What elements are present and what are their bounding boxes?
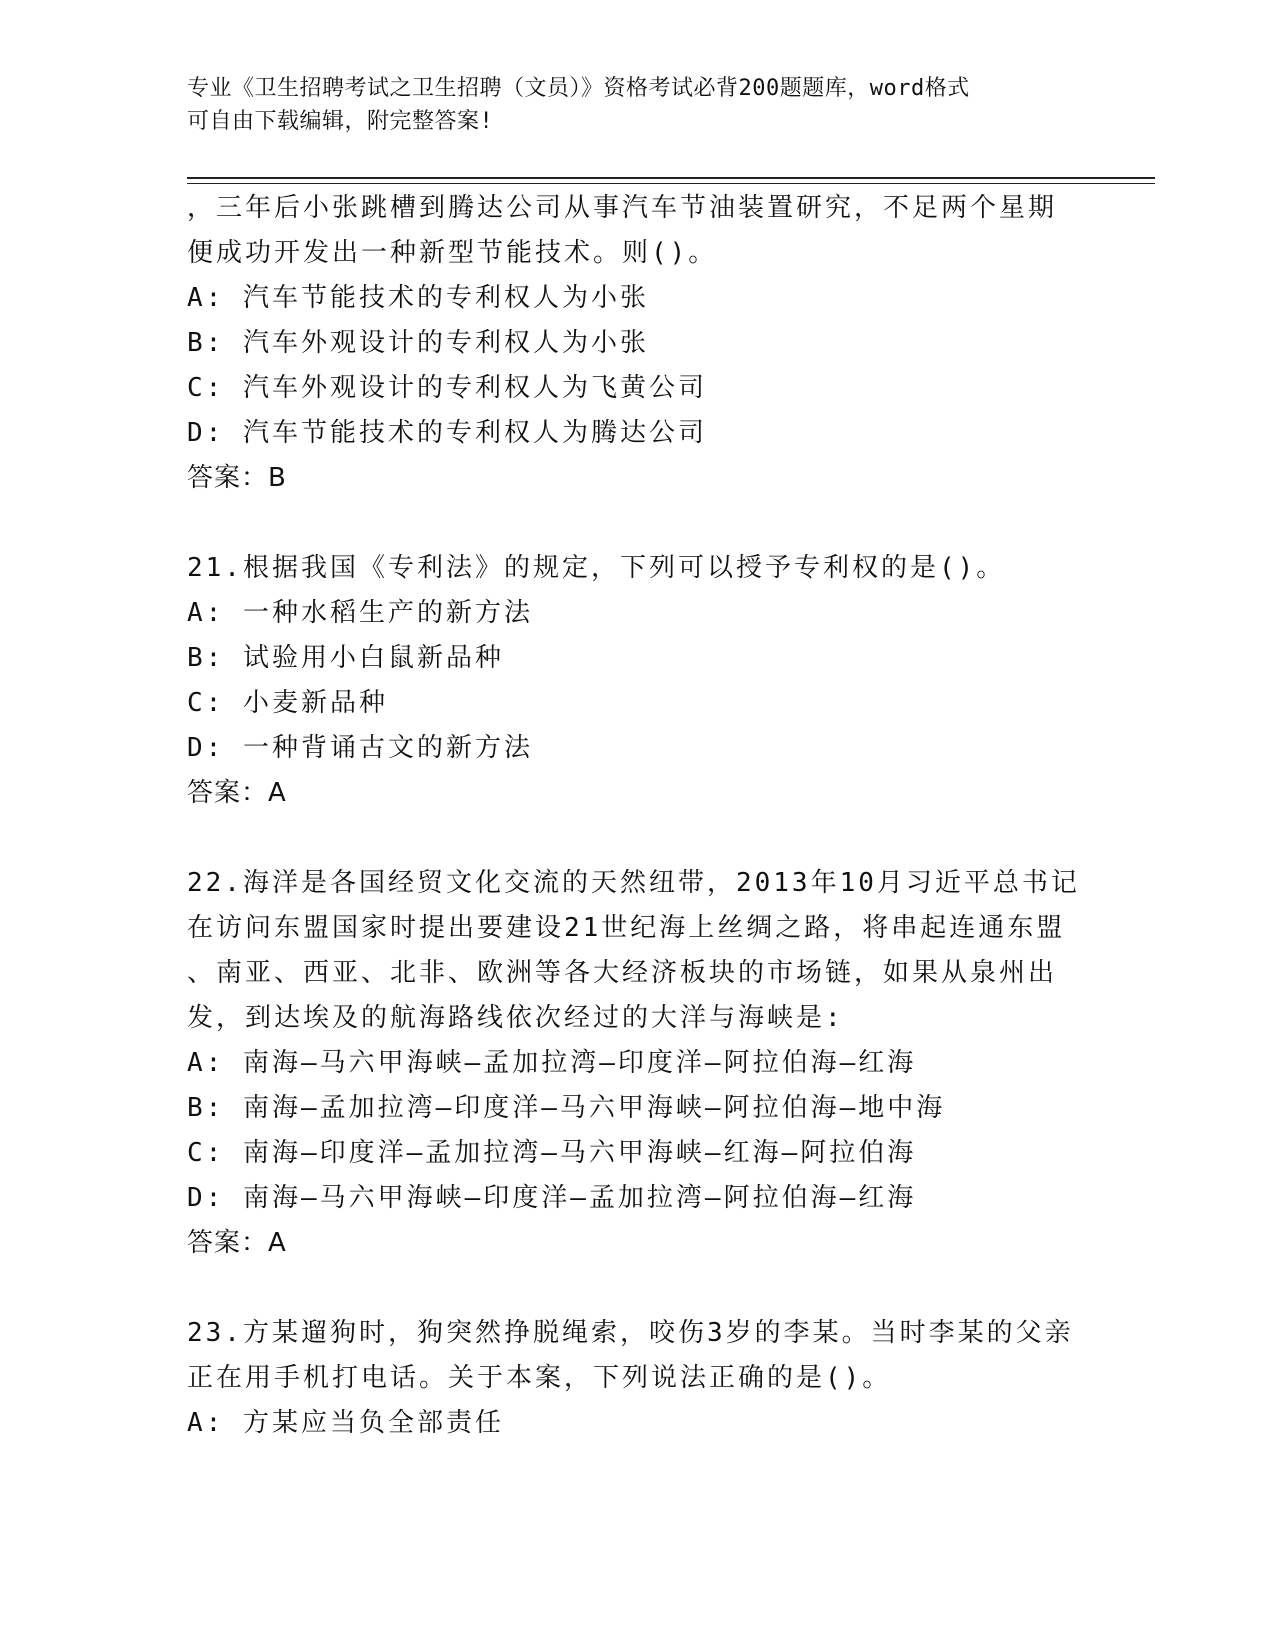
option-c: C: 汽车外观设计的专利权人为飞黄公司: [187, 373, 707, 403]
header-rule-thick: [187, 177, 1155, 179]
answer: 答案：A: [187, 1228, 287, 1258]
option-c: C: 小麦新品种: [187, 688, 388, 718]
question-stem: 23.方某遛狗时，狗突然挣脱绳索，咬伤3岁的李某。当时李某的父亲: [187, 1318, 1074, 1348]
question-22: [187, 861, 1087, 1266]
question-stem: 21.根据我国《专利法》的规定，下列可以授予专利权的是()。: [187, 553, 1006, 583]
page-header: [187, 72, 1067, 138]
question-stem: 22.海洋是各国经贸文化交流的天然纽带，2013年10月习近平总书记: [187, 868, 1080, 898]
question-stem: 在访问东盟国家时提出要建设21世纪海上丝绸之路，将串起连通东盟: [187, 913, 1066, 943]
option-a: A: 汽车节能技术的专利权人为小张: [187, 283, 649, 313]
question-stem: 便成功开发出一种新型节能技术。则()。: [187, 238, 718, 268]
option-d: D: 南海—马六甲海峡—印度洋—孟加拉湾—阿拉伯海—红海: [187, 1183, 917, 1213]
answer: 答案：A: [187, 778, 287, 808]
option-d: D: 汽车节能技术的专利权人为腾达公司: [187, 418, 707, 448]
spacer: [187, 1266, 1087, 1311]
answer: 答案：B: [187, 463, 287, 493]
question-stem: ，三年后小张跳槽到腾达公司从事汽车节油装置研究，不足两个星期: [187, 193, 1058, 223]
question-stem: 正在用手机打电话。关于本案，下列说法正确的是()。: [187, 1363, 892, 1393]
option-a: A: 南海—马六甲海峡—孟加拉湾—印度洋—阿拉伯海—红海: [187, 1048, 917, 1078]
spacer: [187, 501, 1087, 546]
option-b: B: 试验用小白鼠新品种: [187, 643, 504, 673]
option-d: D: 一种背诵古文的新方法: [187, 733, 533, 763]
option-b: B: 汽车外观设计的专利权人为小张: [187, 328, 649, 358]
question-stem: 、南亚、西亚、北非、欧洲等各大经济板块的市场链，如果从泉州出: [187, 958, 1058, 988]
option-c: C: 南海—印度洋—孟加拉湾—马六甲海峡—红海—阿拉伯海: [187, 1138, 917, 1168]
option-b: B: 南海—孟加拉湾—印度洋—马六甲海峡—阿拉伯海—地中海: [187, 1093, 946, 1123]
question-23: [187, 1311, 1087, 1446]
question-list: [187, 186, 1087, 1446]
header-rule-thin: [187, 183, 1155, 184]
header-line-1: 专业《卫生招聘考试之卫生招聘（文员）》资格考试必背200题题库，word格式: [187, 76, 970, 101]
header-line-2: 可自由下载编辑，附完整答案!: [187, 109, 494, 134]
option-a: A: 方某应当负全部责任: [187, 1408, 504, 1438]
question-21: [187, 546, 1087, 816]
option-a: A: 一种水稻生产的新方法: [187, 598, 533, 628]
question-20: [187, 186, 1087, 501]
question-stem: 发，到达埃及的航海路线依次经过的大洋与海峡是:: [187, 1003, 844, 1033]
spacer: [187, 816, 1087, 861]
